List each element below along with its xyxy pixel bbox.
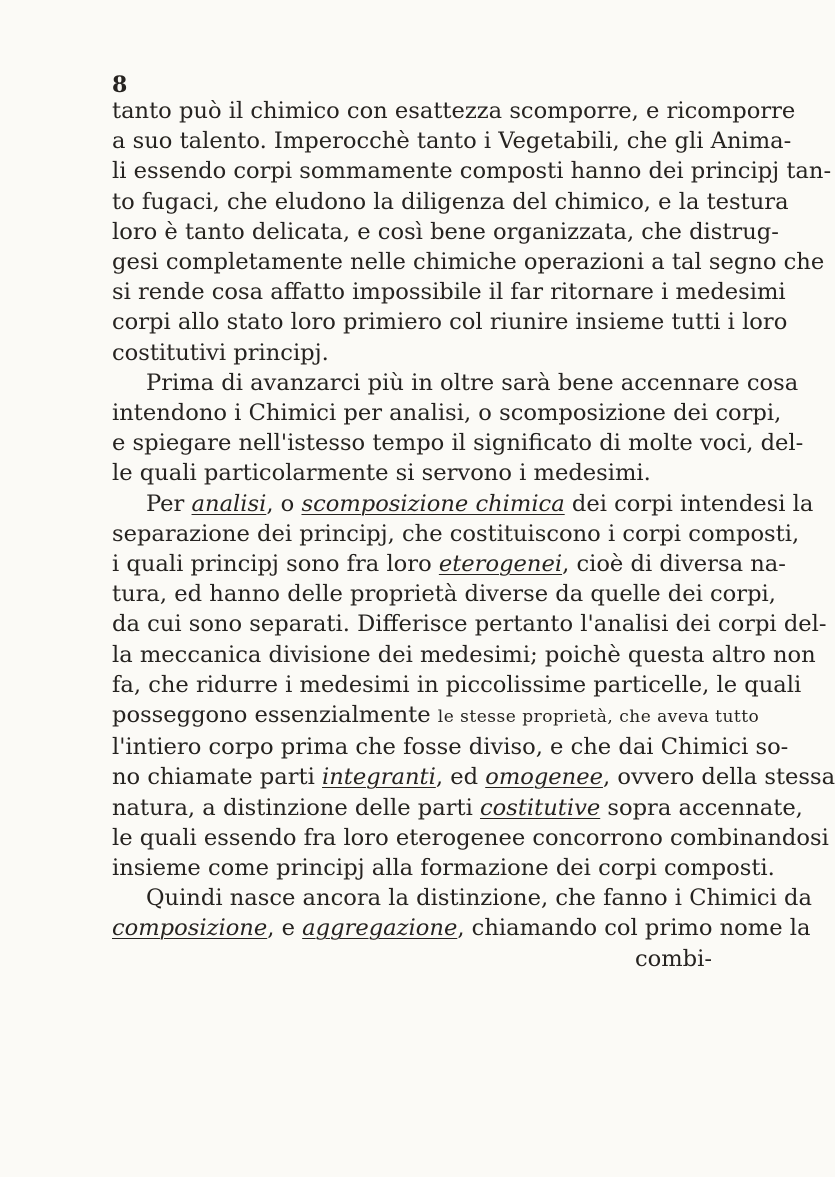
text-run: dei corpi intendesi la (564, 490, 814, 517)
text-run: sopra accennate, (600, 794, 803, 821)
text-line (112, 549, 786, 579)
small-text: le stesse proprietà, che aveva tutto (437, 707, 760, 728)
italic-term: aggregazione (302, 915, 458, 942)
text-run: tanto può il chimico con esattezza scomporre, e ricomporre (112, 98, 796, 124)
text-run: posseggono essenzialmente (112, 702, 438, 729)
text-line (112, 883, 812, 913)
text-line (112, 913, 811, 943)
text-run: li essendo corpi sommamente composti hanno dei principj tan- (112, 158, 832, 185)
text-run: fa, che ridurre i medesimi in piccolissime particelle, le quali (112, 671, 802, 698)
text-line (112, 247, 825, 277)
text-line (112, 700, 760, 732)
text-line (112, 944, 712, 974)
text-run: e spiegare nell'istesso tempo il significato di molte voci, del- (112, 430, 804, 457)
text-run: le quali essendo fra loro eterogenee concorrono combinandosi (112, 824, 829, 851)
text-run: , o (266, 490, 302, 517)
text-run: tura, ed hanno delle proprietà diverse da quelle dei corpi, (112, 581, 776, 608)
text-line (112, 338, 712, 368)
text-run: , e (267, 915, 303, 942)
text-line (112, 307, 788, 337)
text-run: Quindi nasce ancora la distinzione, che fanno i Chimici da (146, 885, 812, 912)
text-run: Prima di avanzarci più in oltre sarà bene accennare cosa (146, 369, 799, 396)
text-line (112, 732, 789, 762)
text-run: si rende cosa affatto impossibile il far ritornare i medesimi (112, 279, 786, 306)
text-line (112, 762, 835, 792)
page-number: 8 (112, 72, 129, 98)
text-run: la meccanica divisione dei medesimi; poichè questa altro non (112, 641, 816, 668)
text-run: corpi allo stato loro primiero col riunire insieme tutti i loro (112, 309, 788, 336)
text-line (112, 398, 782, 428)
text-run: intendono i Chimici per analisi, o scomposizione dei corpi, (112, 400, 782, 427)
text-run: gesi completamente nelle chimiche operazioni a tal segno che (112, 249, 825, 276)
text-line (112, 609, 827, 639)
italic-term: composizione (112, 915, 268, 942)
text-run: costitutivi principj. (112, 339, 329, 366)
text-line (112, 156, 832, 186)
text-run: combi- (634, 945, 712, 972)
text-line (112, 670, 802, 700)
text-line (112, 823, 829, 853)
italic-term: scomposizione chimica (301, 490, 565, 517)
page-text (112, 96, 835, 974)
text-run: le quali particolarmente si servono i medesimi. (112, 460, 651, 487)
text-run: i quali principj sono fra loro (112, 551, 439, 578)
text-line (112, 640, 816, 670)
italic-term: costitutive (479, 794, 601, 821)
text-line (112, 489, 814, 519)
text-line (112, 368, 799, 398)
text-run: loro è tanto delicata, e così bene organizzata, che distrug- (112, 218, 779, 245)
text-line (112, 277, 786, 307)
italic-term: analisi (191, 490, 267, 517)
text-line (112, 187, 789, 217)
italic-term: eterogenei (438, 551, 563, 578)
text-run: Per (146, 490, 192, 517)
text-line (112, 126, 792, 156)
text-line (112, 519, 800, 549)
text-line (112, 96, 796, 126)
italic-term: integranti (322, 764, 436, 791)
text-run: to fugaci, che eludono la diligenza del chimico, e la testura (112, 188, 789, 215)
italic-term: omogenee (485, 764, 603, 791)
text-line (112, 793, 803, 823)
text-run: , cioè di diversa na- (562, 551, 786, 578)
text-line (112, 428, 804, 458)
text-run: , ovvero della stessa (602, 764, 835, 791)
text-line (112, 853, 775, 883)
text-line (112, 579, 776, 609)
text-run: separazione dei principj, che costituiscono i corpi composti, (112, 520, 800, 547)
text-run: a suo talento. Imperocchè tanto i Vegetabili, che gli Anima- (112, 128, 792, 155)
text-run: , chiamando col primo nome la (457, 915, 811, 942)
text-line (112, 458, 712, 488)
text-line (112, 217, 779, 247)
text-run: , ed (435, 764, 486, 791)
text-run: da cui sono separati. Differisce pertanto l'analisi dei corpi del- (112, 611, 827, 638)
text-run: natura, a distinzione delle parti (112, 794, 480, 821)
text-run: no chiamate parti (112, 764, 322, 791)
text-run: insieme come principj alla formazione dei corpi composti. (112, 855, 775, 882)
text-run: l'intiero corpo prima che fosse diviso, e che dai Chimici so- (112, 734, 789, 761)
